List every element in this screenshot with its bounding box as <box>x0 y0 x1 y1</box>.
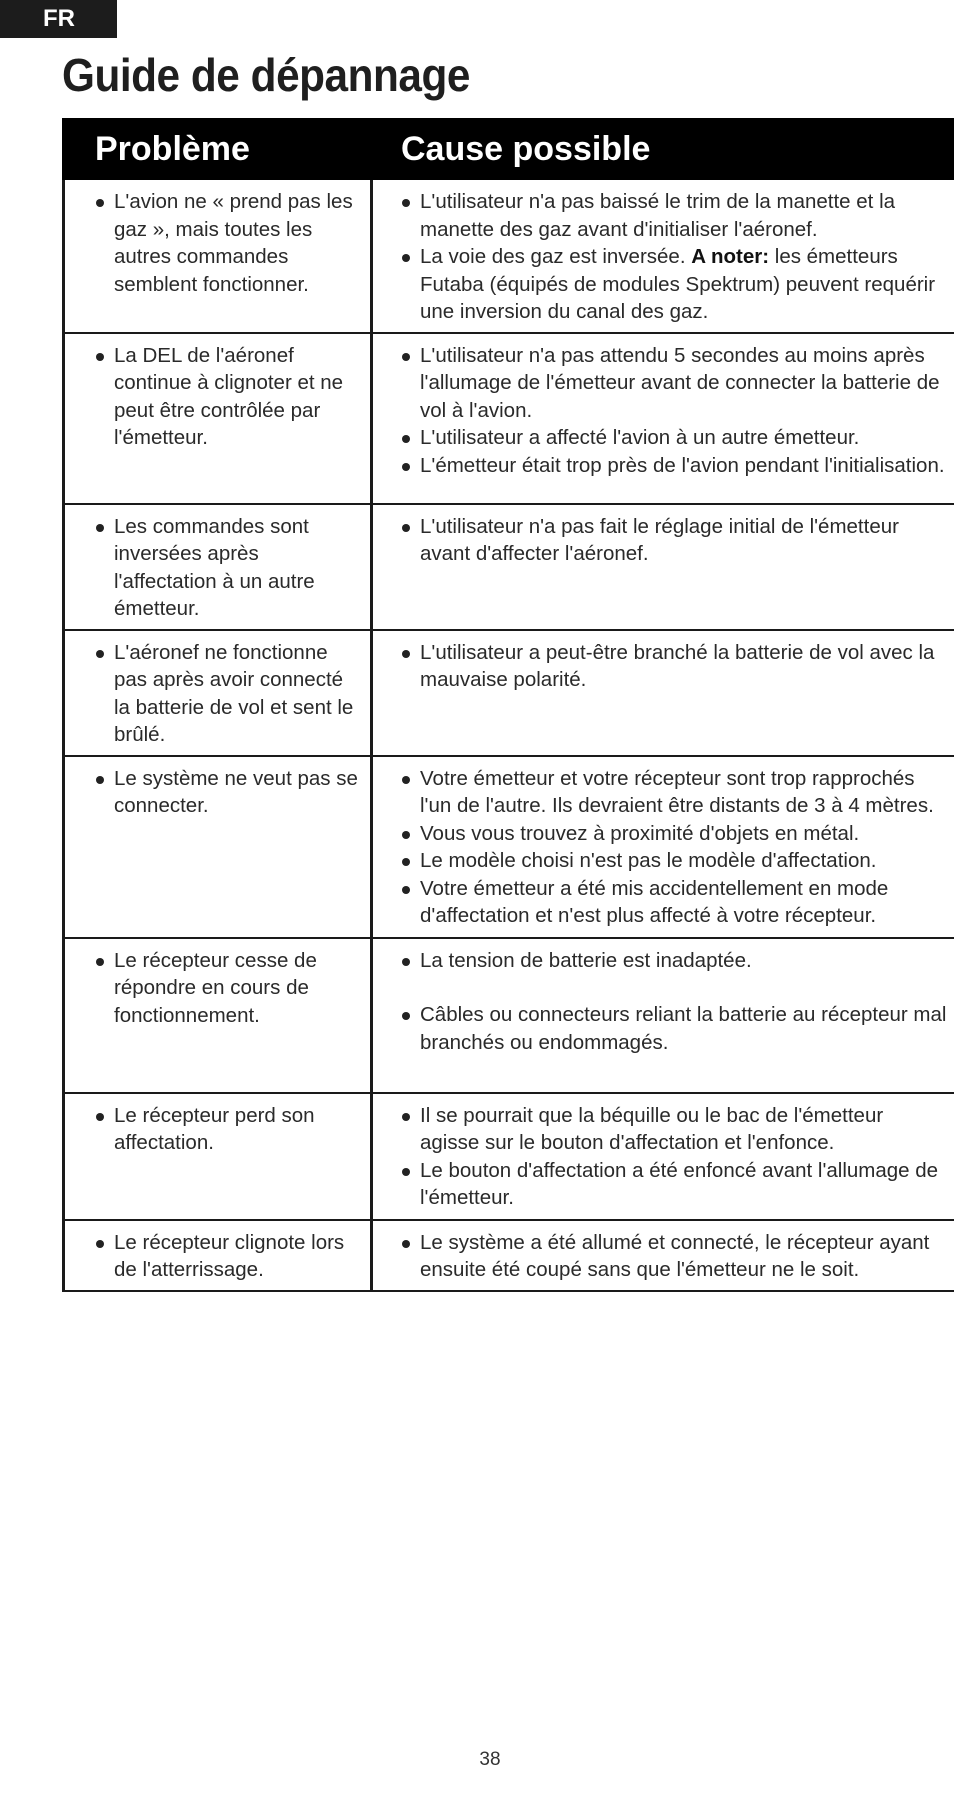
problem-cell <box>64 179 372 333</box>
cause-item: Le bouton d'affectation a été enfoncé avant l'allumage de l'émetteur. <box>401 1157 948 1212</box>
problem-cell <box>64 938 372 1093</box>
cause-cell <box>372 630 954 756</box>
problem-text: Les commandes sont inversées après l'affectation à un autre émetteur. <box>95 513 362 623</box>
problem-text: Le récepteur clignote lors de l'atterrissage. <box>95 1229 362 1284</box>
cause-item: Le système a été allumé et connecté, le récepteur ayant ensuite été coupé sans que l'émetteur ne le soit. <box>401 1229 948 1284</box>
page-number: 38 <box>479 1749 501 1770</box>
table-row <box>64 1093 954 1220</box>
cause-cell <box>372 756 954 938</box>
cause-item: Vous vous trouvez à proximité d'objets en métal. <box>401 820 948 848</box>
cause-item: Votre émetteur a été mis accidentellement en mode d'affectation et n'est plus affecté à votre récepteur. <box>401 875 948 930</box>
cause-item: L'émetteur était trop près de l'avion pendant l'initialisation. <box>401 452 948 480</box>
problem-text: L'avion ne « prend pas les gaz », mais toutes les autres commandes semblent fonctionner. <box>95 188 362 298</box>
table-row <box>64 504 954 630</box>
cause-cell <box>372 938 954 1093</box>
troubleshooting-table <box>62 118 954 1292</box>
cause-item: L'utilisateur n'a pas fait le réglage initial de l'émetteur avant d'affecter l'aéronef. <box>401 513 948 568</box>
problem-cell <box>64 1093 372 1220</box>
problem-text: Le système ne veut pas se connecter. <box>95 765 362 820</box>
cause-item: L'utilisateur n'a pas attendu 5 secondes au moins après l'allumage de l'émetteur avant de connecter la batterie de vol à l'avion. <box>401 342 948 425</box>
cause-item: L'utilisateur a affecté l'avion à un autre émetteur. <box>401 424 948 452</box>
problem-cell <box>64 333 372 504</box>
problem-text: Le récepteur cesse de répondre en cours de fonctionnement. <box>95 947 362 1030</box>
cause-item: Votre émetteur et votre récepteur sont trop rapprochés l'un de l'autre. Ils devraient être distants de 3 à 4 mètres. <box>401 765 948 820</box>
cause-item: La tension de batterie est inadaptée. <box>401 947 948 975</box>
cause-item: L'utilisateur n'a pas baissé le trim de la manette et la manette des gaz avant d'initialiser l'aéronef. <box>401 188 948 243</box>
cause-cell <box>372 1220 954 1291</box>
problem-cell <box>64 756 372 938</box>
note-text: les émetteurs Futaba (équipés de modules Spektrum) peuvent requérir une inversion du canal des gaz. <box>420 245 936 323</box>
problem-cell <box>64 504 372 630</box>
problem-cell <box>64 1220 372 1291</box>
page-title: Guide de dépannage <box>62 49 470 101</box>
cause-item: Câbles ou connecteurs reliant la batterie au récepteur mal branchés ou endommagés. <box>401 1001 948 1056</box>
cause-item: La voie des gaz est inversée. A noter: les émetteurs Futaba (équipés de modules Spektrum) peuvent requérir une inversion du canal des gaz. <box>401 243 948 326</box>
cause-cell <box>372 1093 954 1220</box>
table-row <box>64 333 954 504</box>
cause-item: L'utilisateur a peut-être branché la batterie de vol avec la mauvaise polarité. <box>401 639 948 694</box>
column-header-problem: Problème <box>64 120 372 179</box>
table-row <box>64 756 954 938</box>
cause-cell <box>372 179 954 333</box>
cause-cell <box>372 333 954 504</box>
table-row <box>64 630 954 756</box>
table-header-row <box>64 120 954 179</box>
table-row <box>64 1220 954 1291</box>
language-tab: FR <box>0 0 117 38</box>
problem-text: La DEL de l'aéronef continue à clignoter et ne peut être contrôlée par l'émetteur. <box>95 342 362 452</box>
problem-cell <box>64 630 372 756</box>
table-row <box>64 179 954 333</box>
cause-item: Le modèle choisi n'est pas le modèle d'affectation. <box>401 847 948 875</box>
cause-item: Il se pourrait que la béquille ou le bac de l'émetteur agisse sur le bouton d'affectation et l'enfonce. <box>401 1102 948 1157</box>
problem-text: Le récepteur perd son affectation. <box>95 1102 362 1157</box>
column-header-cause: Cause possible <box>372 120 954 179</box>
cause-cell <box>372 504 954 630</box>
note-label: A noter: <box>691 245 770 268</box>
problem-text: L'aéronef ne fonctionne pas après avoir connecté la batterie de vol et sent le brûlé. <box>95 639 362 749</box>
table-row <box>64 938 954 1093</box>
